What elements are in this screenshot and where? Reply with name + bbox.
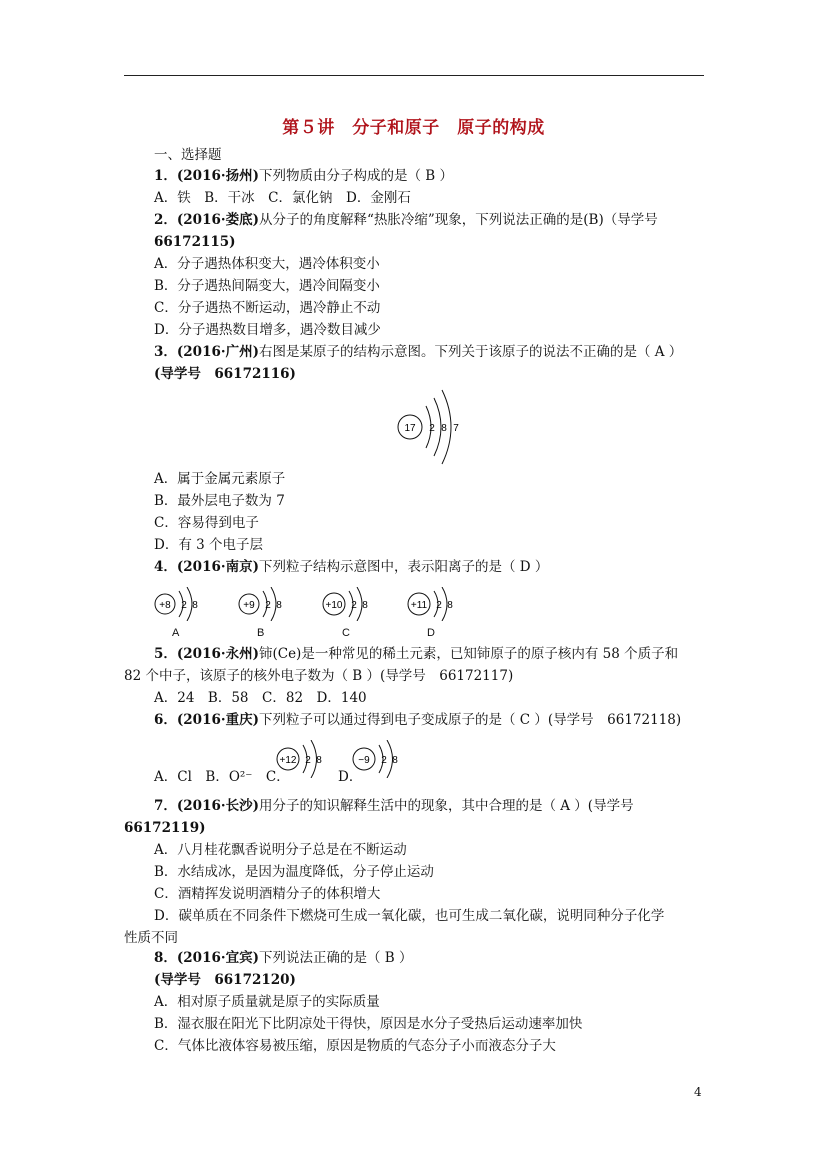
svg-text:2: 2	[351, 600, 357, 611]
ion-diagram-b	[234, 587, 294, 621]
svg-text:+9: +9	[243, 600, 255, 611]
question-2: 2．(2016·娄底)从分子的角度解释“热胀冷缩”现象，下列说法正确的是(B)（导学号	[154, 212, 658, 228]
question-7-option-d: D．碳单质在不同条件下燃烧可生成一氧化碳，也可生成二氧化碳，说明同种分子化学	[154, 908, 665, 924]
question-3-option-d: D．有 3 个电子层	[154, 537, 263, 553]
svg-text:8: 8	[276, 600, 282, 611]
svg-text:8: 8	[316, 755, 322, 766]
question-5-cont: 82 个中子，该原子的核外电子数为（ B ）(导学号 66172117)	[124, 668, 514, 684]
question-8-option-b: B．湿衣服在阳光下比阴凉处干得快，原因是水分子受热后运动速率加快	[154, 1016, 583, 1032]
particle-diagram-c	[272, 740, 334, 778]
ion-diagram-a	[150, 587, 210, 621]
question-2-option-c: C．分子遇热不断运动，遇冷静止不动	[154, 300, 381, 316]
question-1-options: A．铁 B．干冰 C．氯化钠 D．金刚石	[154, 190, 411, 206]
svg-text:2: 2	[265, 600, 271, 611]
section-heading: 一、选择题	[154, 147, 222, 163]
svg-text:+10: +10	[325, 600, 343, 611]
shell-2-electrons: 8	[441, 423, 447, 434]
ion-label-b: B	[257, 627, 265, 639]
ion-label-c: C	[342, 627, 350, 639]
question-8-option-c: C．气体比液体容易被压缩，原因是物质的气态分子小而液态分子大	[154, 1038, 556, 1054]
page-title: 第５讲 分子和原子 原子的构成	[282, 118, 545, 138]
svg-text:2: 2	[305, 755, 311, 766]
question-3-option-a: A．属于金属元素原子	[154, 471, 286, 487]
question-3: 3．(2016·广州)右图是某原子的结构示意图。下列关于该原子的说法不正确的是（ A ）	[154, 344, 683, 360]
question-2-code: 66172115)	[154, 234, 236, 250]
svg-text:−9: −9	[358, 755, 370, 766]
question-8-option-a: A．相对原子质量就是原子的实际质量	[154, 994, 380, 1010]
header-rule	[124, 75, 704, 76]
svg-text:8: 8	[447, 600, 453, 611]
question-8-code: (导学号 66172120)	[154, 972, 296, 988]
shell-3-electrons: 7	[453, 423, 459, 434]
atom-structure-diagram-17	[390, 388, 470, 470]
particle-diagram-d	[348, 740, 410, 778]
ion-diagram-d	[403, 587, 465, 621]
svg-text:8: 8	[192, 600, 198, 611]
svg-text:8: 8	[392, 755, 398, 766]
question-3-option-c: C．容易得到电子	[154, 515, 259, 531]
question-6-option-d-label: D．	[338, 769, 363, 785]
question-6: 6．(2016·重庆)下列粒子可以通过得到电子变成原子的是（ C ）(导学号 66172118)	[154, 712, 682, 728]
ion-diagram-c	[318, 587, 380, 621]
svg-text:2: 2	[436, 600, 442, 611]
nucleus-label: 17	[404, 423, 416, 434]
question-1: 1．(2016·扬州)下列物质由分子构成的是（ B ）	[154, 168, 453, 184]
question-3-code: (导学号 66172116)	[154, 366, 296, 382]
question-6-options: A．Cl B．O²⁻ C．	[154, 769, 290, 785]
ion-label-d: D	[427, 627, 435, 639]
question-7-code: 66172119)	[124, 820, 206, 836]
svg-text:+11: +11	[410, 600, 428, 611]
page-number: 4	[694, 1085, 702, 1099]
question-7-option-a: A．八月桂花飘香说明分子总是在不断运动	[154, 842, 407, 858]
question-2-option-a: A．分子遇热体积变大，遇冷体积变小	[154, 256, 380, 272]
svg-text:2: 2	[381, 755, 387, 766]
svg-text:2: 2	[181, 600, 187, 611]
svg-text:+12: +12	[279, 755, 297, 766]
shell-1-electrons: 2	[429, 423, 435, 434]
question-7-option-d-cont: 性质不同	[124, 930, 178, 946]
svg-text:8: 8	[362, 600, 368, 611]
question-5: 5．(2016·永州)铈(Ce)是一种常见的稀土元素，已知铈原子的原子核内有 58 个质子和	[154, 646, 679, 662]
question-7: 7．(2016·长沙)用分子的知识解释生活中的现象，其中合理的是（ A ）(导学号	[154, 798, 634, 814]
svg-text:+8: +8	[159, 600, 171, 611]
ion-label-a: A	[172, 627, 180, 639]
question-5-options: A．24 B．58 C．82 D．140	[154, 690, 367, 706]
question-8: 8．(2016·宜宾)下列说法正确的是（ B ）	[154, 950, 413, 966]
question-7-option-b: B．水结成冰，是因为温度降低，分子停止运动	[154, 864, 434, 880]
question-3-option-b: B．最外层电子数为 7	[154, 493, 285, 509]
question-2-option-b: B．分子遇热间隔变大，遇冷间隔变小	[154, 278, 380, 294]
question-4: 4．(2016·南京)下列粒子结构示意图中，表示阳离子的是（ D ）	[154, 559, 549, 575]
question-2-option-d: D．分子遇热数目增多，遇冷数目减少	[154, 322, 381, 338]
question-7-option-c: C．酒精挥发说明酒精分子的体积增大	[154, 886, 381, 902]
